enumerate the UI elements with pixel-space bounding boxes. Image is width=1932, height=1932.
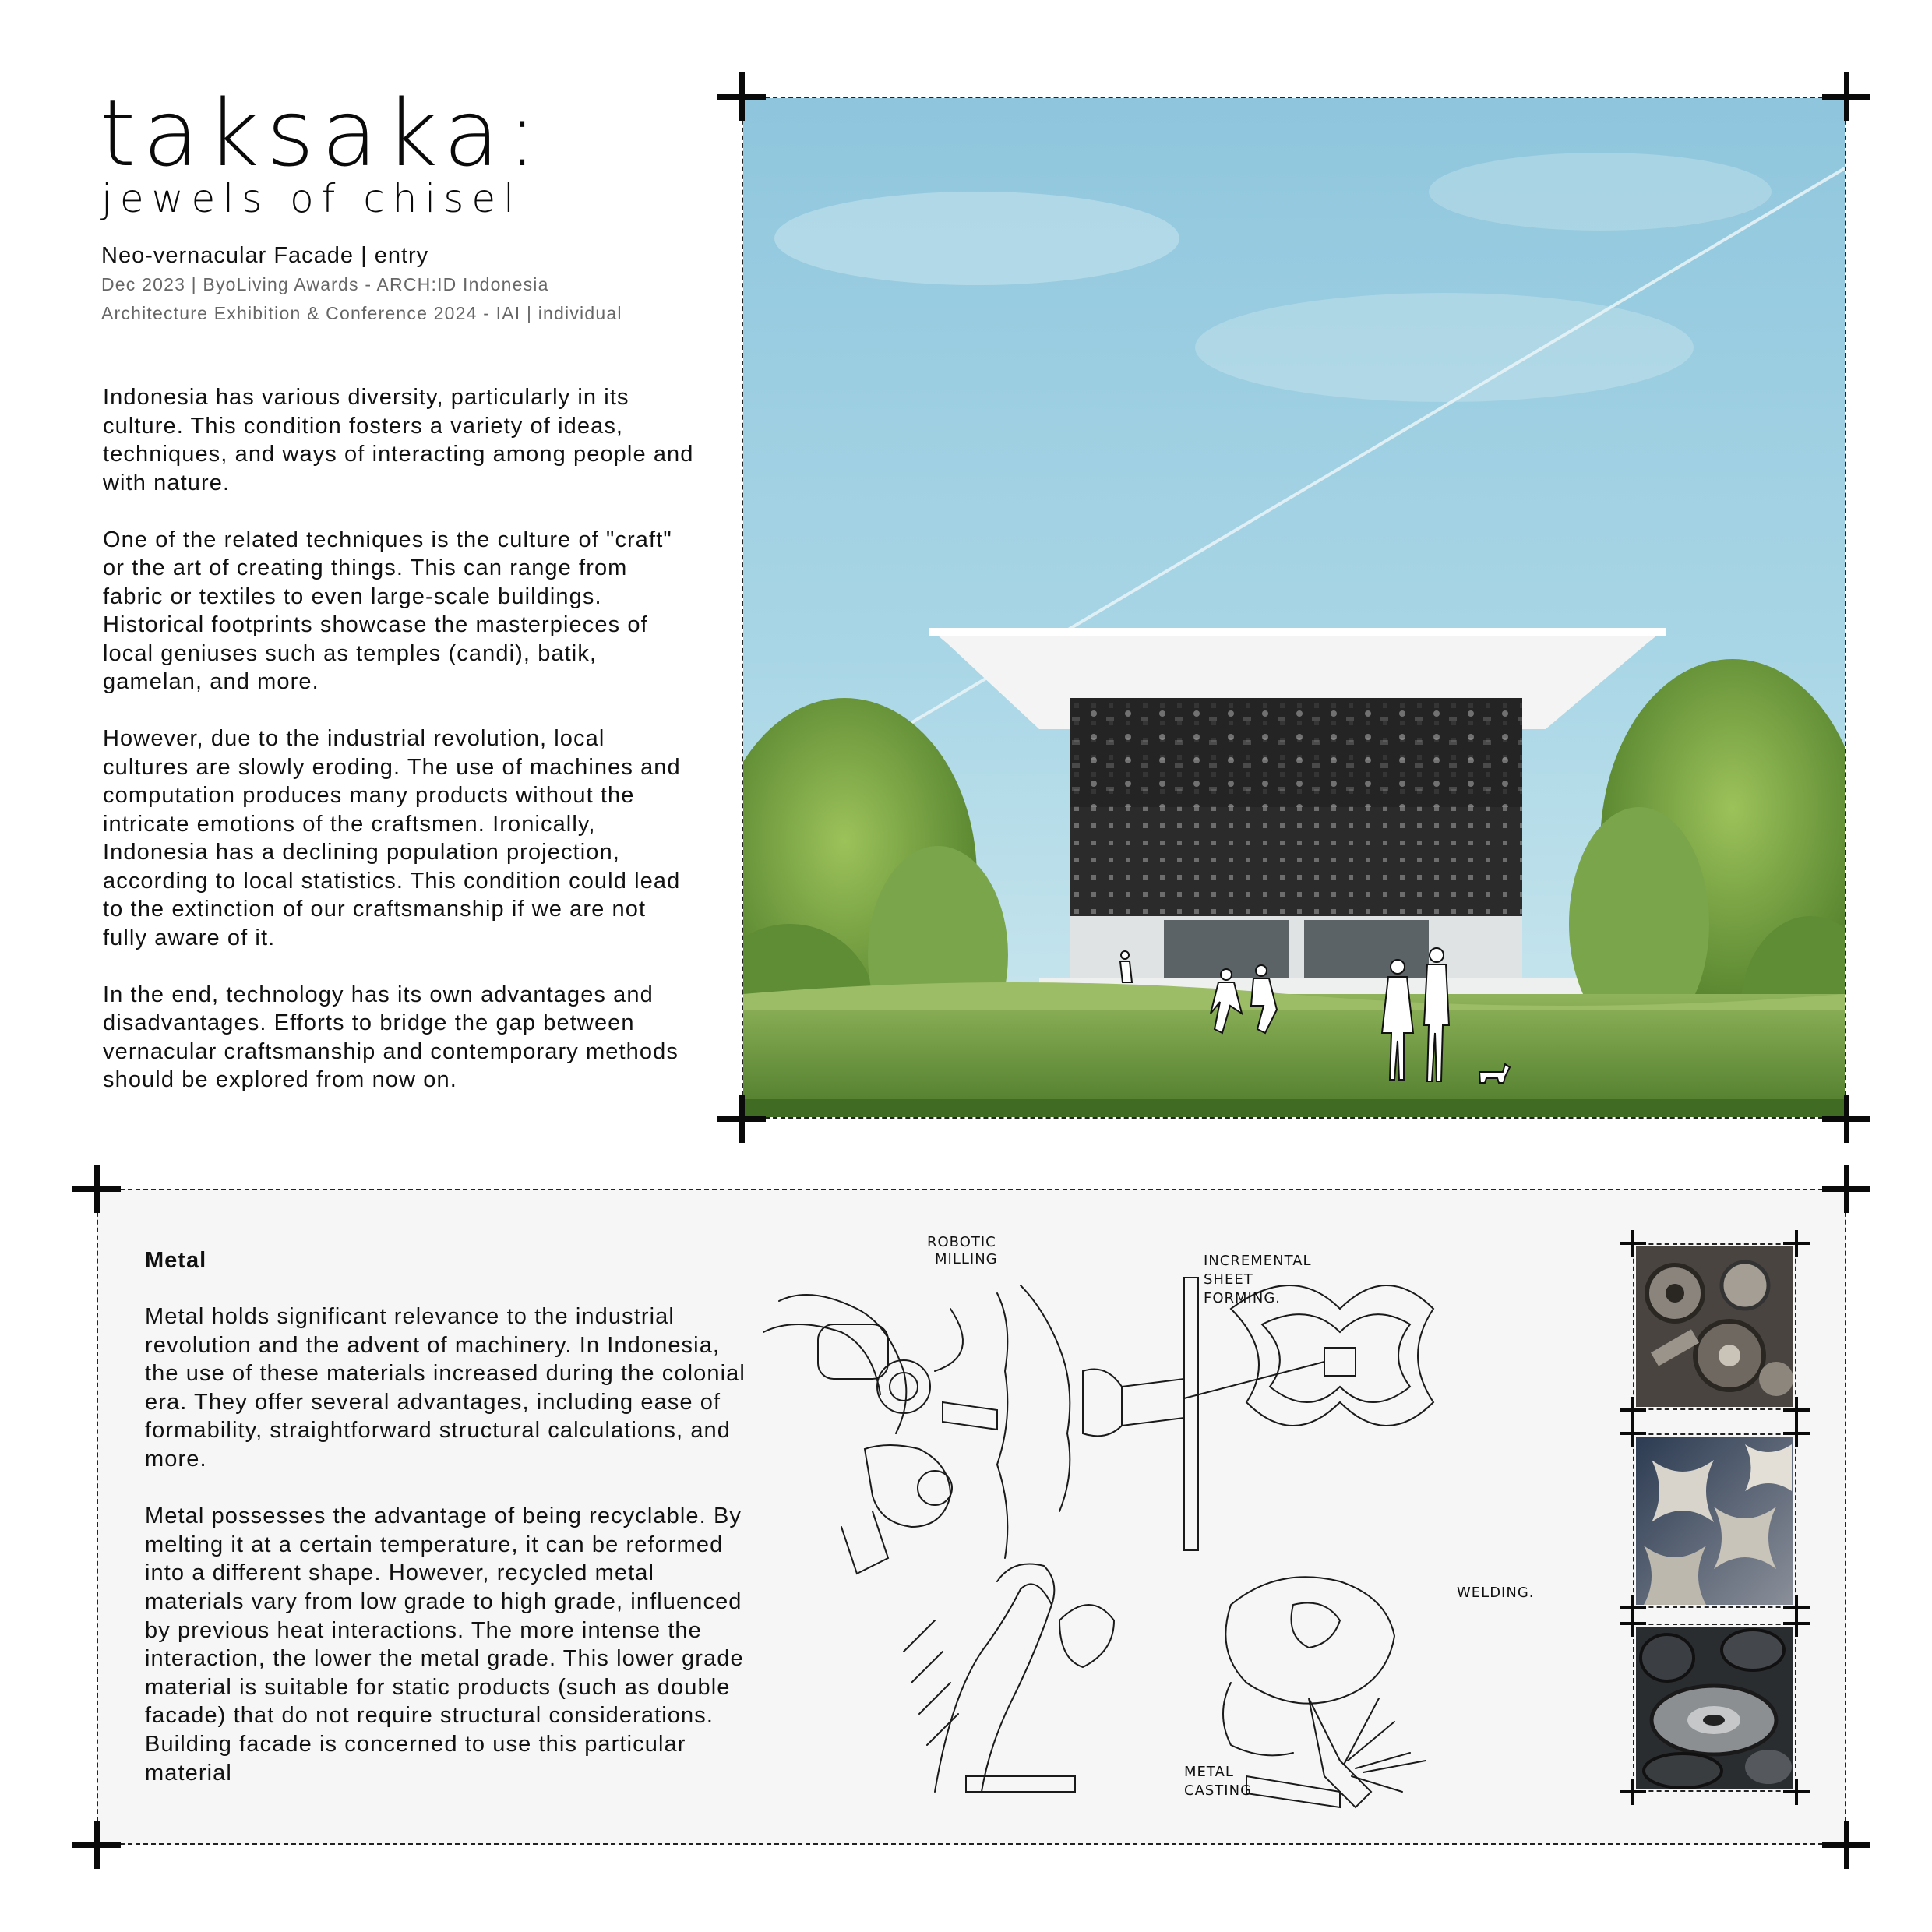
crop-mark-icon [1783, 1610, 1810, 1637]
cast-metal-photo [1636, 1627, 1793, 1789]
metal-paragraph: Metal holds significant relevance to the industrial revolution and the advent of machinery. In Indonesia, the use of these materials increased during the colonial era. They offer several advantages, including ease of formability, straightforward structural calculations, and more. [145, 1304, 746, 1472]
sketch-label-casting: CASTING [1184, 1782, 1253, 1799]
crop-mark-icon [1620, 1230, 1646, 1257]
intro-paragraph: Indonesia has various diversity, particularly in its culture. This condition fosters a variety of ideas, techniques, and ways of interacting among people and with nature. [103, 385, 694, 495]
sketch-label-forming: FORMING. [1204, 1290, 1282, 1306]
metal-heading: Metal [145, 1248, 207, 1273]
crop-mark-icon [1822, 1095, 1870, 1143]
sketch-label-robotic: ROBOTIC [927, 1234, 996, 1250]
crop-mark-icon [72, 1821, 121, 1869]
metal-text [145, 1303, 753, 1816]
page-subtitle: jewels of chisel [101, 176, 523, 221]
intro-paragraph: In the end, technology has its own advantages and disadvantages. Efforts to bridge the gap between vernacular craftsmanship and contemporary methods should be explored from now on. [103, 982, 679, 1092]
crop-mark-icon [1783, 1420, 1810, 1447]
crop-mark-icon [1620, 1397, 1646, 1423]
sketch-label-incremental: INCREMENTAL [1204, 1253, 1312, 1269]
crop-mark-icon [1822, 1165, 1870, 1213]
intro-paragraph: However, due to the industrial revolution, local cultures are slowly eroding. The use of machines and computation produces many products without the intricate emotions of the craftsmen. Ironically, Indonesia has a declining population projection, according to local statistics. This condition could lead to the extinction of our craftsmanship if we are not fully aware of it. [103, 726, 681, 950]
crop-mark-icon [1783, 1397, 1810, 1423]
entry-line: Neo-vernacular Facade | entry [101, 243, 429, 268]
crop-mark-icon [1620, 1610, 1646, 1637]
sketch-label-metal: METAL [1184, 1764, 1234, 1780]
meta-line-event: Architecture Exhibition & Conference 2024 - IAI | individual [101, 303, 622, 323]
metal-paragraph: Metal possesses the advantage of being recyclable. By melting it at a certain temperature, it can be reformed into a different shape. However, recycled metal materials vary from low grade to high grade, influenced by previous heat interactions. The more intense the interaction, the lower the metal grade. This lower grade material is suitable for static products (such as double facade) that do not require structural considerations. Building facade is concerned to use this particular material [145, 1504, 744, 1786]
process-sketches [748, 1215, 1558, 1823]
intro-text [103, 383, 695, 1123]
formed-metal-photo [1636, 1437, 1793, 1605]
crop-mark-icon [1822, 1821, 1870, 1869]
crop-mark-icon [1620, 1420, 1646, 1447]
facade-render-image [743, 98, 1845, 1117]
sketch-label-welding: WELDING. [1457, 1585, 1535, 1601]
intro-paragraph: One of the related techniques is the culture of "craft" or the art of creating things. This can range from fabric or textiles to even large-scale buildings. Historical footprints showcase the masterpieces of local geniuses such as temples (candi), batik, gamelan, and more. [103, 527, 672, 694]
crop-mark-icon [72, 1165, 121, 1213]
meta-line-award: Dec 2023 | ByoLiving Awards - ARCH:ID Indonesia [101, 274, 549, 294]
sketch-label-milling: MILLING [935, 1251, 998, 1267]
crop-mark-icon [717, 1095, 766, 1143]
crop-mark-icon [717, 72, 766, 121]
scrap-metal-photo [1636, 1246, 1793, 1407]
sketch-label-sheet: SHEET [1204, 1271, 1253, 1288]
crop-mark-icon [1620, 1779, 1646, 1805]
crop-mark-icon [1783, 1230, 1810, 1257]
crop-mark-icon [1783, 1779, 1810, 1805]
page-title: taksaka: [100, 79, 545, 187]
crop-mark-icon [1822, 72, 1870, 121]
